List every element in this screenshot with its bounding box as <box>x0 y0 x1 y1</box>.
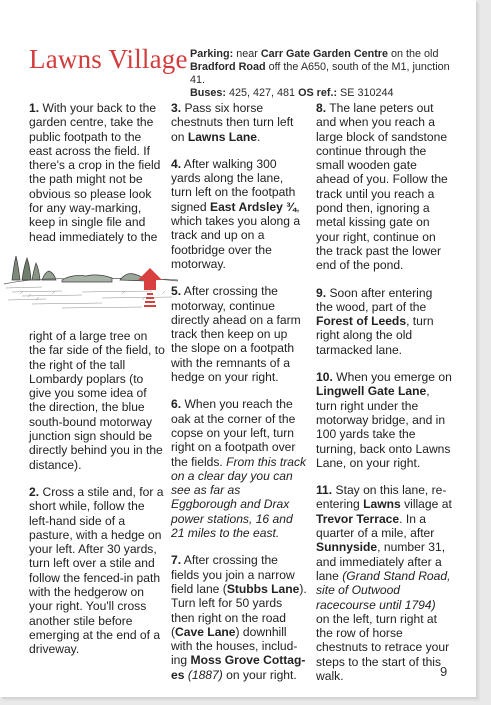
parking-place: Carr Gate Garden Centre <box>260 48 389 60</box>
step-text: After crossing the fields you join a narrow field lane ( <box>171 553 295 596</box>
step-5 <box>171 284 307 384</box>
parking-text: on the old <box>388 48 439 60</box>
step-text: , turn right along the old tarmacked lane. <box>316 314 434 357</box>
place-name: Lawns Lane <box>187 129 258 144</box>
step-text: ). Turn left for 50 yards then right on the road ( <box>171 581 307 639</box>
step-1-part-a <box>29 101 165 244</box>
step-text: Cross a stile and, for a short while, follow the left-hand side of a pasture, with a hedge on your left. After 30 yards, turn left over a stile and follow the fenced-in path with the hedgerow on your right. You'll cross another stile before emerging at the end of a driveway. <box>29 484 164 657</box>
step-number: 5. <box>171 284 182 299</box>
step-number: 7. <box>171 553 182 568</box>
step-aside: (1887) <box>187 667 223 682</box>
route-arrow <box>138 268 162 306</box>
step-text: After crossing the motorway, continue directly ahead on a farm track then keep on up the slope on a footpath with the remnants of a hedge on your right. <box>171 284 301 385</box>
step-7 <box>171 553 307 682</box>
step-text: When you reach the oak at the corner of the copse on your left, turn right on a footpath over the fields. <box>171 397 296 469</box>
place-name: Cave Lane <box>175 624 236 639</box>
step-text: The lane peters out and when you reach a large block of sandstone continue through the small wooden gate ahead of you. Follow the track until you reach a pond then, ignoring a metal kissing gate on your right, continue on the track past the lower end of the pond. <box>316 101 448 273</box>
step-6 <box>171 397 307 540</box>
step-text: Pass six horse chestnuts then turn left on <box>171 101 294 144</box>
step-10 <box>316 370 452 470</box>
place-name: Stubbs Lane <box>226 581 300 596</box>
parking-text: near <box>233 48 261 60</box>
os-ref-value: SE 310244 <box>337 87 394 99</box>
step-number: 8. <box>316 101 327 115</box>
step-number: 2. <box>29 484 40 499</box>
place-name: Forest of Leeds <box>316 314 407 329</box>
page-title: Lawns Village <box>29 44 188 74</box>
step-text: on the left, turn right at the row of horse chestnuts to retrace your steps to the start of this walk. <box>316 611 450 683</box>
step-text: After walking 300 yards along the lane, turn left on the footpath signed <box>171 156 296 214</box>
os-ref-label: OS ref.: <box>298 87 338 99</box>
place-name: Trevor Terrace <box>316 511 400 526</box>
step-text: With your back to the garden centre, take the public footpath to the east across the field. If there's a crop in the field the path might not be obvious so please look for any way-marking, keep in single file and head immediately to the <box>29 101 161 244</box>
step-number: 1. <box>29 101 40 115</box>
step-text: Soon after entering the wood, part of the <box>316 285 433 314</box>
step-9 <box>316 286 452 357</box>
buses-value: 425, 427, 481 <box>226 87 299 99</box>
step-text: on your right. <box>222 667 297 682</box>
place-name: Lawns <box>363 497 401 512</box>
parking-info <box>190 48 460 100</box>
step-number: 4. <box>171 156 182 171</box>
step-1-part-b <box>29 329 165 472</box>
step-text: , which takes you along a track and up on a footbridge over the motorway. <box>171 199 301 271</box>
step-text: When you emerge on <box>332 370 452 385</box>
place-name: Lingwell Gate Lane <box>316 384 427 399</box>
step-text: Stay on this lane, re-entering <box>316 483 447 512</box>
page-number: 9 <box>440 664 448 679</box>
place-name: East Ardsley ¾ <box>210 199 297 214</box>
step-text: right of a large tree on the far side of the field, to the right of the tall Lombardy poplars (to give you some idea of the direction, the blue south-bound motorway junction sign should be directly behind you in the distance). <box>29 328 165 472</box>
step-2 <box>29 485 165 657</box>
step-8 <box>316 101 452 273</box>
step-aside: (Grand Stand Road, site of Outwood racecourse until 1794) <box>316 568 451 612</box>
step-number: 11. <box>316 483 333 498</box>
step-text: , number 31, and immediately after a lane <box>316 540 446 583</box>
parking-road: Bradford Road <box>190 61 266 73</box>
parking-text: off the A650, south of the M1, junction 41. <box>190 61 450 86</box>
buses-label: Buses: <box>190 87 227 99</box>
place-name: Moss Grove Cottag-es <box>171 653 306 682</box>
step-number: 10. <box>316 370 333 385</box>
column-2 <box>171 101 307 695</box>
step-text: village at <box>400 497 452 512</box>
step-number: 3. <box>171 101 182 115</box>
step-4 <box>171 157 307 271</box>
landscape-illustration <box>2 236 178 318</box>
step-number: 6. <box>171 397 182 412</box>
step-text: ) downhill with the houses, includ-ing <box>171 624 298 668</box>
place-name: Sunnyside <box>316 540 378 555</box>
column-1 <box>29 101 165 670</box>
step-aside: From this track on a clear day you can see as far as Eggborough and Drax power stations, 16 and 21 miles to the east. <box>171 454 307 541</box>
step-text: . In a quarter of a mile, after <box>316 511 435 541</box>
step-number: 9. <box>316 285 327 300</box>
parking-label: Parking: <box>190 48 234 60</box>
step-text: . <box>257 129 261 144</box>
step-11 <box>316 483 452 683</box>
step-3 <box>171 101 307 144</box>
step-text: , turn right under the motorway bridge, and in 100 yards take the turning, back onto Lawns Lane, on your right. <box>316 384 451 470</box>
column-3 <box>316 101 452 696</box>
